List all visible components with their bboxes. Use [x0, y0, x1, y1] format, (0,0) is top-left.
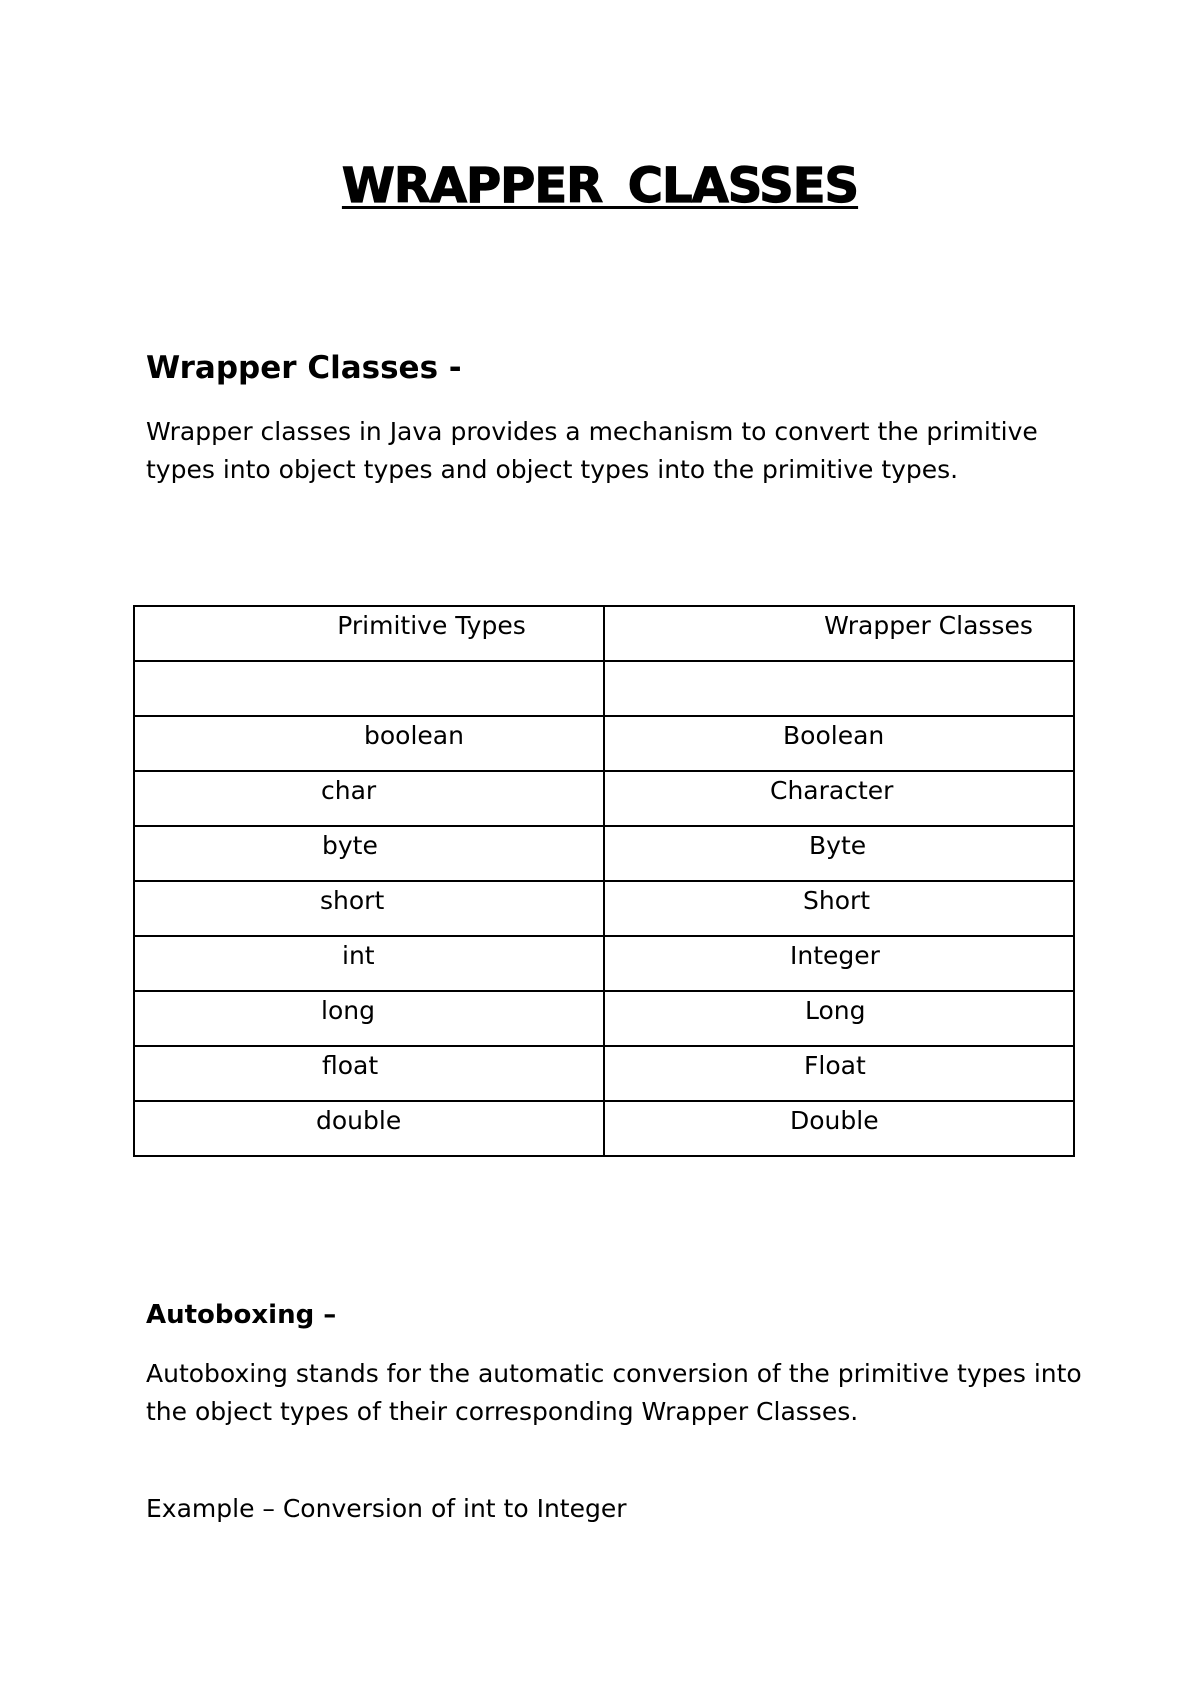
- table-cell-wrapper: Long: [604, 991, 1074, 1046]
- autoboxing-heading: Autoboxing –: [146, 1300, 337, 1330]
- table-row: [134, 661, 1074, 716]
- table-row: [134, 991, 1074, 1046]
- header-wrapper-classes: Wrapper Classes: [604, 606, 1074, 661]
- table-row: [134, 716, 1074, 771]
- table-row: [134, 936, 1074, 991]
- table-cell-wrapper: Byte: [604, 826, 1074, 881]
- table-cell-wrapper: [604, 661, 1074, 716]
- table-cell-wrapper: Character: [604, 771, 1074, 826]
- table-cell-wrapper: Double: [604, 1101, 1074, 1156]
- table-row: [134, 771, 1074, 826]
- table-row: [134, 1101, 1074, 1156]
- header-primitive-types: Primitive Types: [134, 606, 604, 661]
- table-cell-wrapper: Integer: [604, 936, 1074, 991]
- wrapper-classes-paragraph: Wrapper classes in Java provides a mechanism to convert the primitive types into object types and object types into the primitive types.: [146, 417, 1038, 484]
- table-cell-wrapper: Boolean: [604, 716, 1074, 771]
- table-header-row: [134, 606, 1074, 661]
- table-cell-primitive: boolean: [134, 716, 604, 771]
- table-cell-primitive: float: [134, 1046, 604, 1101]
- table-cell-primitive: byte: [134, 826, 604, 881]
- table-row: [134, 826, 1074, 881]
- wrapper-classes-heading: Wrapper Classes -: [146, 350, 462, 386]
- page-title: WRAPPER CLASSES: [341, 158, 859, 214]
- table-row: [134, 1046, 1074, 1101]
- table-cell-primitive: short: [134, 881, 604, 936]
- wrapper-classes-table: [133, 605, 1075, 1157]
- table-cell-primitive: [134, 661, 604, 716]
- table-cell-primitive: int: [134, 936, 604, 991]
- table-cell-primitive: long: [134, 991, 604, 1046]
- table-cell-wrapper: Float: [604, 1046, 1074, 1101]
- table-cell-primitive: char: [134, 771, 604, 826]
- table-cell-primitive: double: [134, 1101, 604, 1156]
- autoboxing-paragraph: Autoboxing stands for the automatic conversion of the primitive types into the object types of their corresponding Wrapper Classes.: [146, 1359, 1082, 1426]
- autoboxing-example: Example – Conversion of int to Integer: [146, 1494, 627, 1523]
- table-row: [134, 881, 1074, 936]
- table-cell-wrapper: Short: [604, 881, 1074, 936]
